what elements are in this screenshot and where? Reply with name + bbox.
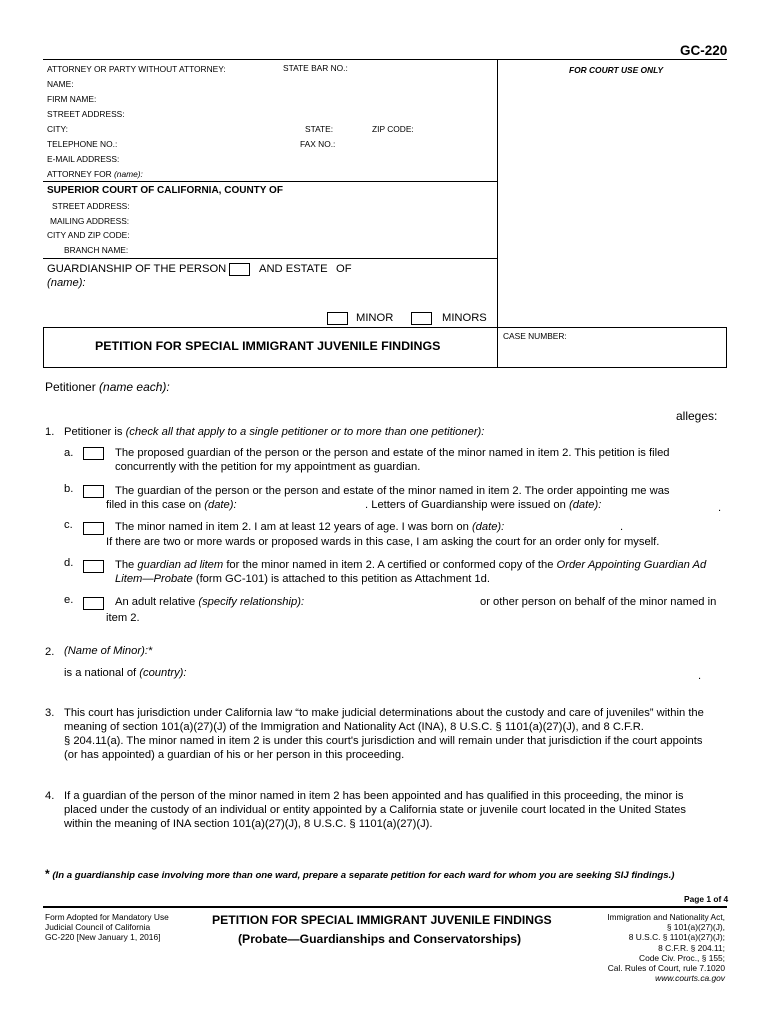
city-zip-label: CITY AND ZIP CODE:	[47, 230, 130, 240]
item1c-line1	[115, 521, 504, 533]
item1-number: 1.	[45, 426, 55, 438]
item1c-born-label: The minor named in item 2. I am at least 12 years of age. I was born on	[115, 521, 469, 533]
footer-ref-1: Immigration and Nationality Act,	[607, 912, 725, 922]
zip-label: ZIP CODE:	[372, 124, 414, 134]
and-estate-checkbox[interactable]	[229, 263, 250, 276]
court-street-label: STREET ADDRESS:	[52, 201, 130, 211]
footer-references	[607, 912, 725, 983]
item1c-line2: If there are two or more wards or proposed wards in this case, I am asking the court for an order only for myself.	[106, 536, 660, 548]
item1c-letter: c.	[64, 519, 73, 531]
item1b-letters-label: . Letters of Guardianship were issued on	[365, 499, 566, 511]
item1a-letter: a.	[64, 447, 74, 459]
petitioner-hint: (name each):	[99, 380, 170, 394]
footnote-star: *	[45, 867, 50, 881]
footer-title: PETITION FOR SPECIAL IMMIGRANT JUVENILE FINDINGS	[212, 913, 552, 927]
item1c-checkbox[interactable]	[83, 522, 104, 535]
item1d-gal: guardian ad litem	[137, 559, 224, 571]
item1d-line2	[115, 573, 490, 585]
header-bottom-border	[43, 367, 727, 368]
guardianship-label: GUARDIANSHIP OF THE PERSON	[47, 263, 227, 275]
footer-adopted-1: Form Adopted for Mandatory Use	[45, 912, 169, 922]
item1d-line1	[115, 559, 706, 571]
item1a-line1: The proposed guardian of the person or the person and estate of the minor named in item 2. This petition is filed	[115, 447, 670, 459]
court-title: SUPERIOR COURT OF CALIFORNIA, COUNTY OF	[47, 185, 283, 196]
page-number: Page 1 of 4	[684, 894, 729, 904]
item3-line4: (or has appointed) a guardian of his or her person in this proceeding.	[64, 749, 405, 761]
item1d-order-title-cont: Litem—Probate	[115, 573, 193, 585]
state-bar-label: STATE BAR NO.:	[283, 63, 348, 73]
footnote	[45, 867, 674, 881]
item4-line2: placed under the custody of an individual or entity appointed by a California state or juvenile court located in the United States	[64, 804, 686, 816]
footnote-text: (In a guardianship case involving more than one ward, prepare a separate petition for each ward for whom you are seeking SIJ findings.)	[52, 870, 675, 881]
item2-period: .	[698, 670, 702, 682]
item1d-attached: (form GC-101) is attached to this petition as Attachment 1d.	[195, 573, 490, 585]
attorney-for-label	[47, 169, 143, 179]
city-label: CITY:	[47, 124, 68, 134]
item4-line1: If a guardian of the person of the minor named in item 2 has been appointed and has qualified in this proceeding, the minor is	[64, 790, 684, 802]
telephone-label: TELEPHONE NO.:	[47, 139, 118, 149]
title-divider	[43, 327, 727, 328]
item1e-other-person: or other person on behalf of the minor named in	[480, 596, 717, 608]
item4-number: 4.	[45, 790, 55, 802]
item1e-line1	[115, 596, 304, 608]
minors-label: MINORS	[442, 312, 487, 324]
item3-line1: This court has jurisdiction under California law “to make judicial determinations about the custody and care of juveniles” within the	[64, 707, 704, 719]
item2-country-hint: (country):	[139, 667, 187, 679]
item1-text	[64, 426, 484, 438]
item2-name-label: (Name of Minor):*	[64, 645, 153, 657]
item1a-line2: concurrently with the petition for my appointment as guardian.	[115, 461, 421, 473]
form-number: GC-220	[680, 43, 728, 58]
item1d-the: The	[115, 559, 135, 571]
footer-adopted-2: Judicial Council of California	[45, 922, 151, 932]
footer-ref-6: Cal. Rules of Court, rule 7.1020	[607, 963, 725, 974]
item1b-date1-hint: (date):	[204, 499, 237, 511]
item2-national	[64, 667, 187, 679]
item1e-letter: e.	[64, 594, 74, 606]
attorney-label: ATTORNEY OR PARTY WITHOUT ATTORNEY:	[47, 64, 226, 74]
item1-hint: (check all that apply to a single petitioner or to more than one petitioner):	[125, 426, 485, 438]
footer-ref-5: Code Civ. Proc., § 155;	[639, 952, 725, 963]
item1a-checkbox[interactable]	[83, 447, 104, 460]
footer-adopted-3: GC-220 [New January 1, 2016]	[45, 932, 161, 942]
footer-ref-2: § 101(a)(27)(J),	[666, 922, 725, 933]
minor-name-hint: (name):	[47, 277, 86, 289]
email-label: E-MAIL ADDRESS:	[47, 154, 120, 164]
item1e-checkbox[interactable]	[83, 597, 104, 610]
item1e-hint: (specify relationship):	[198, 596, 305, 608]
item1b-date2-hint: (date):	[568, 499, 602, 511]
header-top-border	[43, 59, 727, 60]
footer-rule	[43, 906, 727, 908]
item1d-checkbox[interactable]	[83, 560, 104, 573]
item1b-checkbox[interactable]	[83, 485, 104, 498]
and-estate-label: AND ESTATE	[259, 263, 328, 275]
item1b-letter: b.	[64, 483, 74, 495]
item1d-order-title: Order Appointing Guardian Ad	[556, 559, 707, 571]
footer-website-link[interactable]: www.courts.ca.gov	[655, 973, 725, 984]
title-right-border	[726, 327, 727, 367]
item1c-date-hint: (date):	[471, 521, 505, 533]
branch-name-label: BRANCH NAME:	[64, 245, 129, 255]
item1c-period: .	[620, 521, 624, 533]
petition-title: PETITION FOR SPECIAL IMMIGRANT JUVENILE FINDINGS	[95, 339, 441, 353]
item3-line3: § 204.11(a). The minor named in item 2 is under this court's jurisdiction and will remain under that jurisdiction if the court appoints	[64, 735, 703, 747]
name-label: NAME:	[47, 79, 74, 89]
petitioner-text: Petitioner	[45, 380, 96, 394]
court-case-divider	[43, 258, 497, 259]
item1d-certified: for the minor named in item 2. A certified or conformed copy of the	[226, 559, 554, 571]
item1b-period: .	[718, 502, 722, 514]
item1b-letters-text	[365, 499, 601, 511]
state-label: STATE:	[305, 124, 334, 134]
title-left-border	[43, 327, 44, 367]
item2-national-text: is a national of	[64, 667, 137, 679]
footer-ref-3: 8 U.S.C. § 1101(a)(27)(J);	[628, 932, 725, 943]
case-number-label: CASE NUMBER:	[503, 331, 567, 341]
item1b-line1: The guardian of the person or the person and estate of the minor named in item 2. The order appointing me was	[115, 485, 670, 497]
footer-subtitle: (Probate—Guardianships and Conservatorships)	[238, 932, 522, 946]
fax-label: FAX NO.:	[300, 139, 336, 149]
header-divider	[497, 59, 498, 367]
attorney-for-name-hint: (name):	[114, 169, 143, 179]
item2-number: 2.	[45, 646, 55, 658]
court-use-label: FOR COURT USE ONLY	[569, 65, 664, 75]
item1b-filed-text	[106, 499, 237, 511]
petitioner-label	[45, 380, 170, 394]
minor-checkbox[interactable]	[327, 312, 348, 325]
minors-checkbox[interactable]	[411, 312, 432, 325]
street-address-label: STREET ADDRESS:	[47, 109, 125, 119]
of-label: OF	[336, 263, 352, 275]
item1e-line2: item 2.	[106, 612, 140, 624]
footer-ref-4: 8 C.F.R. § 204.11;	[658, 942, 725, 953]
attorney-for-text: ATTORNEY FOR	[47, 169, 112, 179]
item1b-filed-label: filed in this case on	[106, 499, 202, 511]
firm-name-label: FIRM NAME:	[47, 94, 97, 104]
item1d-letter: d.	[64, 557, 74, 569]
minor-label: MINOR	[356, 312, 394, 324]
mailing-address-label: MAILING ADDRESS:	[50, 216, 130, 226]
item3-number: 3.	[45, 707, 55, 719]
item3-line2: meaning of section 101(a)(27)(J) of the Immigration and Nationality Act (INA), 8 U.S.C. § 1101(a)(27)(J), and 8 C.F.R.	[64, 721, 644, 733]
item1-label: Petitioner is	[64, 426, 123, 438]
item1e-adult-relative: An adult relative	[115, 596, 196, 608]
item4-line3: within the meaning of INA section 101(a)(27)(J), 8 U.S.C. § 1101(a)(27)(J).	[64, 818, 433, 830]
attorney-court-divider	[43, 181, 497, 182]
alleges-label: alleges:	[676, 409, 718, 423]
